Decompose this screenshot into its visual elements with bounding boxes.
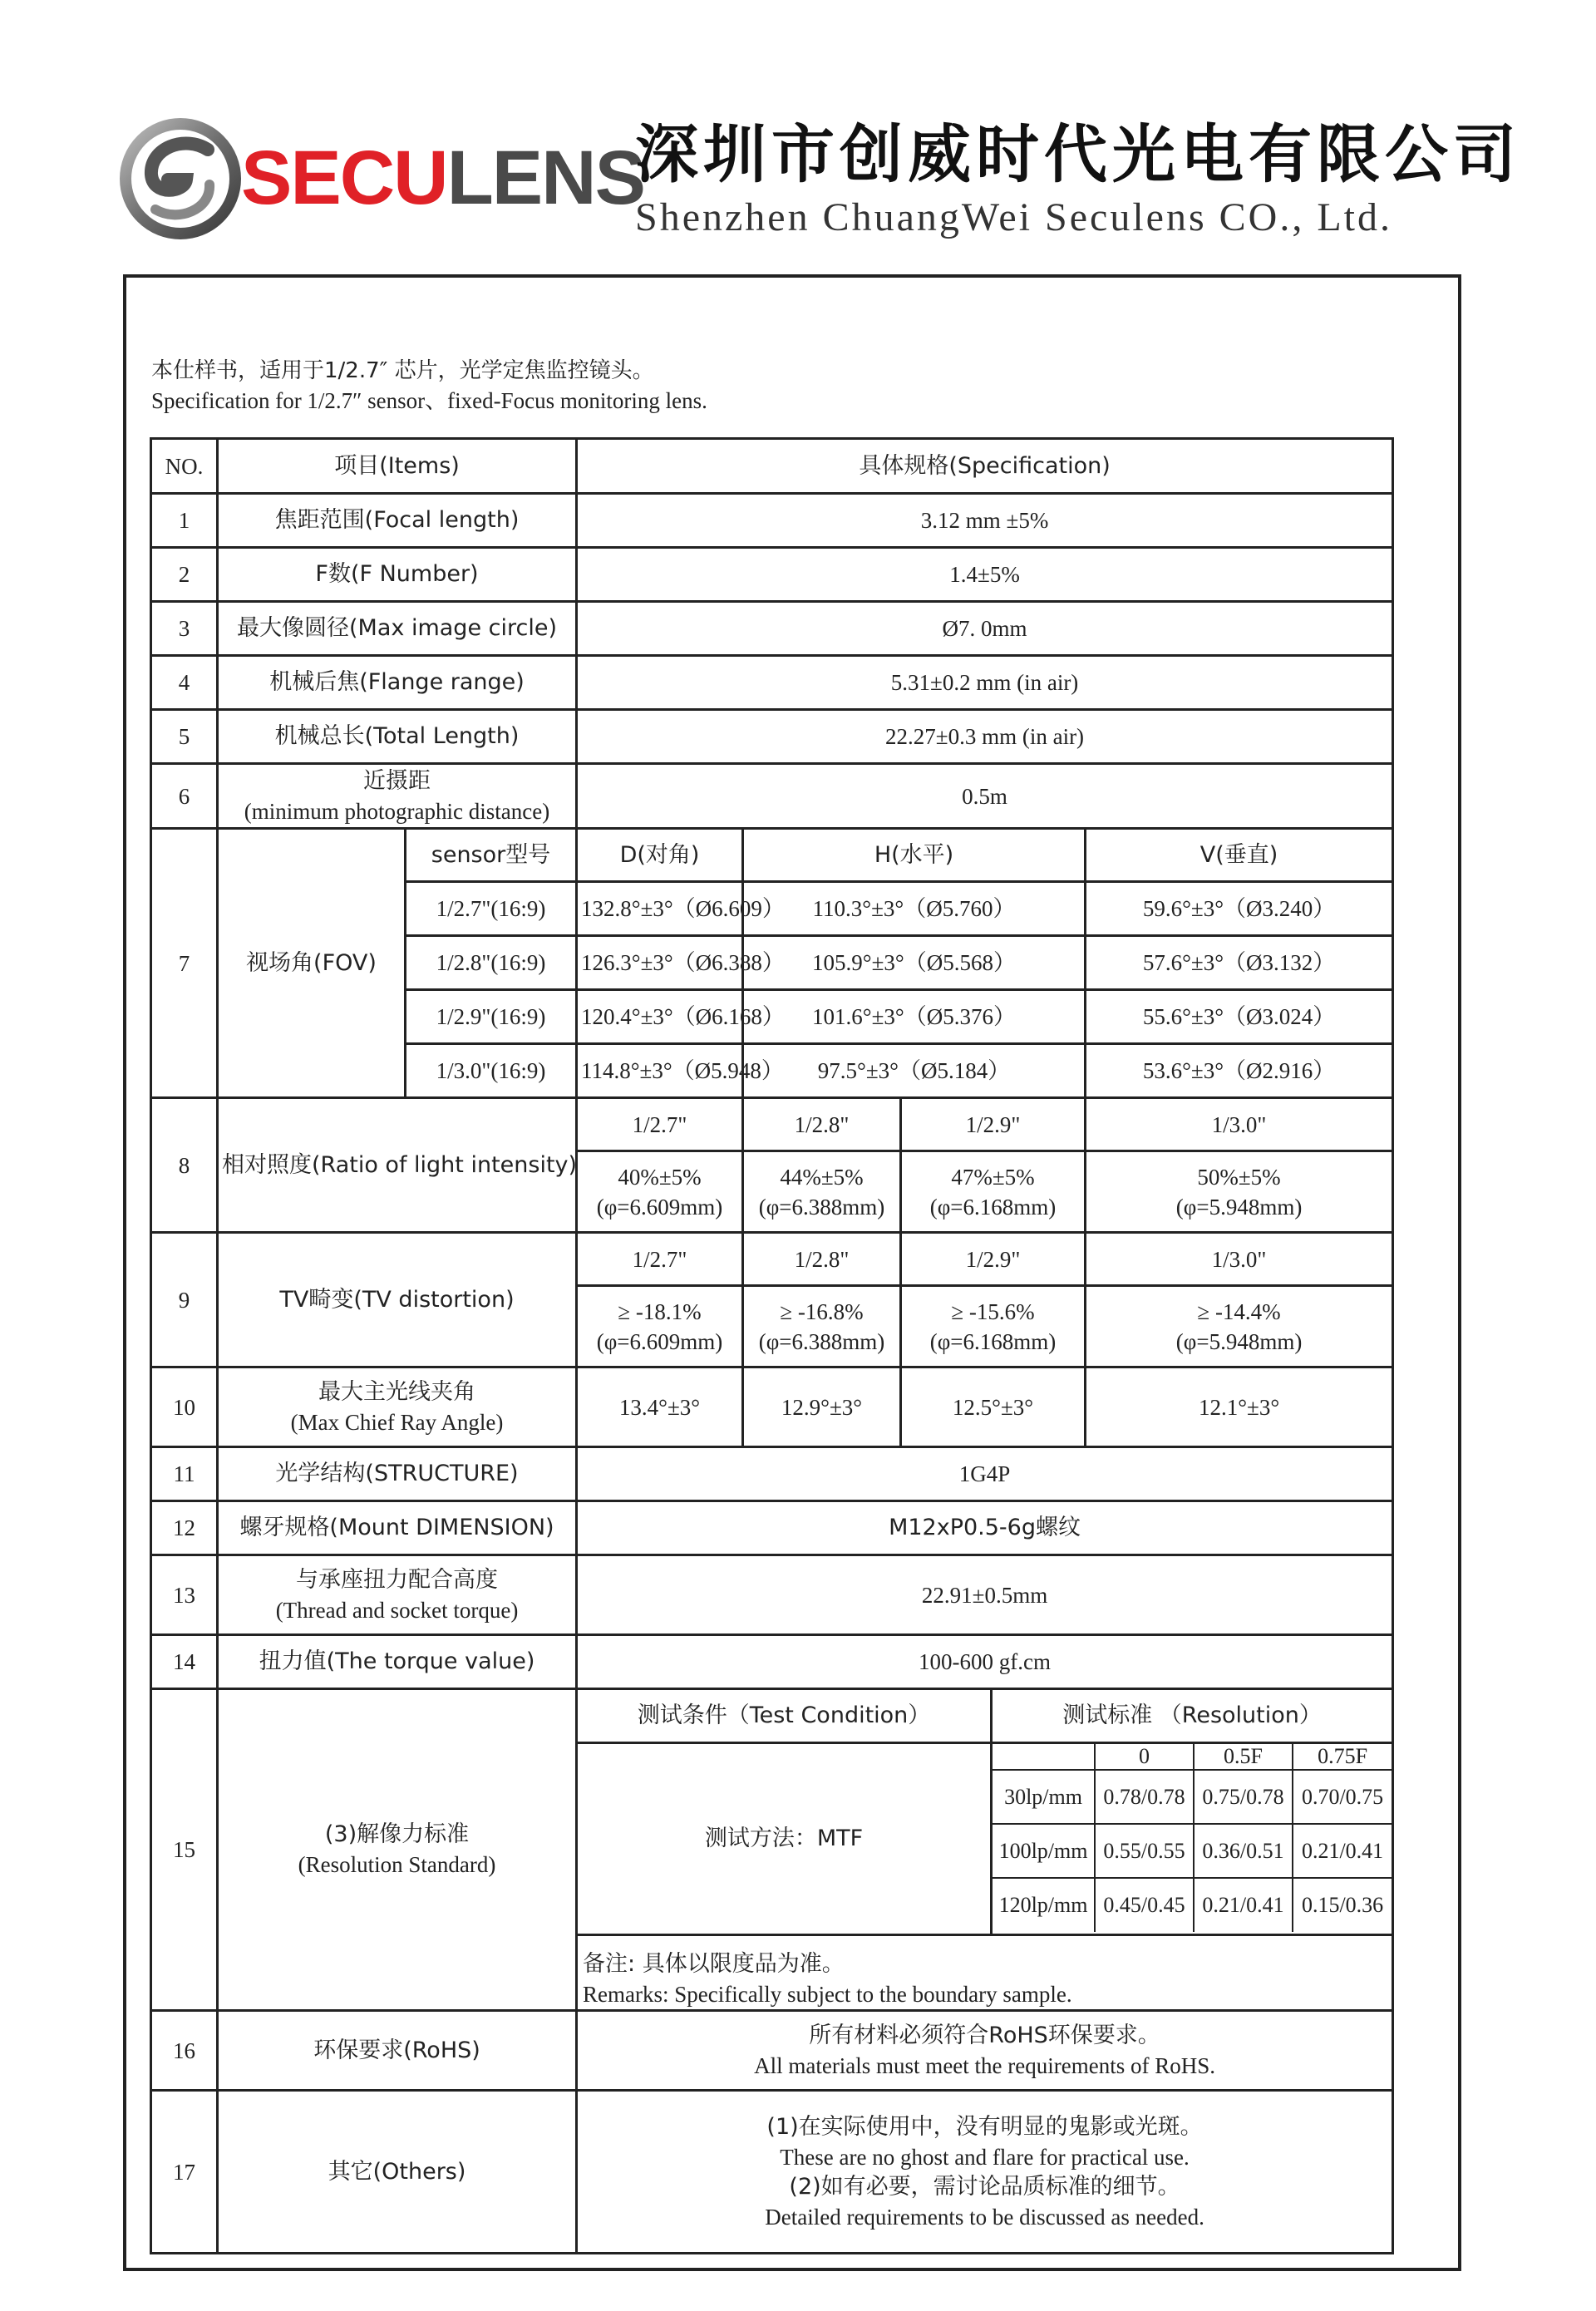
brand-part-secu: SECU bbox=[241, 136, 447, 220]
row-no: 1 bbox=[151, 494, 218, 548]
others-spec: (1)在实际使用中，没有明显的鬼影或光斑。 These are no ghost and flare for practical use. (2)如有必要，需讨论品质标准的细节。 Detailed requirements to be discussed as needed. bbox=[577, 2091, 1393, 2254]
remark-en: Remarks: Specifically subject to the boundary sample. bbox=[583, 1982, 1072, 2007]
distortion-value: ≥ -14.4% (φ=5.948mm) bbox=[1086, 1286, 1393, 1367]
mtf-freq: 100lp/mm bbox=[993, 1824, 1095, 1878]
light-value: 47%±5% (φ=6.168mm) bbox=[901, 1151, 1086, 1233]
distortion-value: ≥ -16.8% (φ=6.388mm) bbox=[743, 1286, 901, 1367]
fov-header-sensor: sensor型号 bbox=[406, 829, 577, 882]
cra-value: 13.4°±3° bbox=[577, 1367, 743, 1447]
resolution-standard-header: 测试标准 （Resolution） bbox=[1062, 1702, 1322, 1728]
header-no: NO. bbox=[151, 439, 218, 494]
row-spec: 1G4P bbox=[577, 1447, 1393, 1501]
mtf-value: 0.70/0.75 bbox=[1293, 1770, 1392, 1824]
light-item: 相对照度(Ratio of light intensity) bbox=[218, 1098, 577, 1233]
light-size: 1/2.7" bbox=[577, 1098, 743, 1151]
fov-no: 7 bbox=[151, 829, 218, 1098]
row-spec: 22.91±0.5mm bbox=[577, 1555, 1393, 1635]
intro-text bbox=[151, 356, 707, 416]
row-spec: 1.4±5% bbox=[577, 548, 1393, 602]
row-item-cn: 近摄距 bbox=[363, 767, 431, 794]
header-specification: 具体规格(Specification) bbox=[577, 439, 1393, 494]
row-item bbox=[218, 764, 577, 829]
field-05f: 0.5F bbox=[1194, 1744, 1293, 1770]
others-item: 其它(Others) bbox=[218, 2091, 577, 2254]
company-name-en: Shenzhen ChuangWei Seculens CO., Ltd. bbox=[635, 195, 1392, 239]
header-items: 项目(Items) bbox=[218, 439, 577, 494]
field-0: 0 bbox=[1095, 1744, 1194, 1770]
fov-d: 114.8°±3°（Ø5.948） bbox=[577, 1044, 743, 1098]
resolution-no: 15 bbox=[151, 1689, 218, 2011]
fov-v: 55.6°±3°（Ø3.024） bbox=[1086, 990, 1393, 1044]
fov-header-h: H(水平) bbox=[743, 829, 1086, 882]
table-row bbox=[151, 548, 1393, 602]
mtf-value: 0.36/0.51 bbox=[1194, 1824, 1293, 1878]
mtf-value: 0.55/0.55 bbox=[1095, 1824, 1194, 1878]
table-row bbox=[151, 1635, 1393, 1689]
rohs-spec: 所有材料必须符合RoHS环保要求。 All materials must meet the requirements of RoHS. bbox=[577, 2011, 1393, 2091]
fov-item: 视场角(FOV) bbox=[218, 829, 406, 1098]
distortion-size: 1/2.7" bbox=[577, 1233, 743, 1286]
light-size-row bbox=[151, 1098, 1393, 1151]
row-no: 4 bbox=[151, 656, 218, 710]
mtf-value: 0.21/0.41 bbox=[1293, 1824, 1392, 1878]
row-no: 5 bbox=[151, 710, 218, 764]
field-075f: 0.75F bbox=[1293, 1744, 1392, 1770]
table-row bbox=[151, 764, 1393, 829]
row-item: 焦距范围(Focal length) bbox=[218, 494, 577, 548]
row-no: 12 bbox=[151, 1501, 218, 1555]
mtf-freq: 120lp/mm bbox=[993, 1878, 1095, 1932]
distortion-size: 1/2.8" bbox=[743, 1233, 901, 1286]
row-no: 2 bbox=[151, 548, 218, 602]
test-method: 测试方法：MTF bbox=[578, 1744, 993, 1934]
mtf-row bbox=[993, 1824, 1392, 1878]
rohs-no: 16 bbox=[151, 2011, 218, 2091]
mtf-value: 0.75/0.78 bbox=[1194, 1770, 1293, 1824]
seculens-logo-icon bbox=[118, 116, 243, 241]
row-no: 13 bbox=[151, 1555, 218, 1635]
mtf-freq: 30lp/mm bbox=[993, 1770, 1095, 1824]
fov-v: 53.6°±3°（Ø2.916） bbox=[1086, 1044, 1393, 1098]
table-row bbox=[151, 1501, 1393, 1555]
brand-wordmark bbox=[241, 136, 644, 220]
fov-v: 59.6°±3°（Ø3.240） bbox=[1086, 882, 1393, 936]
resolution-item: (3)解像力标准 (Resolution Standard) bbox=[218, 1689, 577, 2011]
fov-sensor: 1/2.8"(16:9) bbox=[406, 936, 577, 990]
resolution-row bbox=[151, 1689, 1393, 2011]
row-no: 14 bbox=[151, 1635, 218, 1689]
table-row bbox=[151, 494, 1393, 548]
row-item: 机械总长(Total Length) bbox=[218, 710, 577, 764]
fov-h: 110.3°±3°（Ø5.760） bbox=[743, 882, 1086, 936]
mtf-value: 0.15/0.36 bbox=[1293, 1878, 1392, 1932]
row-item: 与承座扭力配合高度 (Thread and socket torque) bbox=[218, 1555, 577, 1635]
fov-sensor: 1/2.9"(16:9) bbox=[406, 990, 577, 1044]
row-no: 11 bbox=[151, 1447, 218, 1501]
fov-h: 101.6°±3°（Ø5.376） bbox=[743, 990, 1086, 1044]
row-spec: 100-600 gf.cm bbox=[577, 1635, 1393, 1689]
resolution-remark bbox=[578, 1936, 1392, 2009]
distortion-value: ≥ -18.1% (φ=6.609mm) bbox=[577, 1286, 743, 1367]
row-no: 3 bbox=[151, 602, 218, 656]
specification-table bbox=[150, 437, 1394, 2254]
resolution-spec bbox=[577, 1689, 1393, 2011]
distortion-item: TV畸变(TV distortion) bbox=[218, 1233, 577, 1367]
fov-sensor: 1/2.7"(16:9) bbox=[406, 882, 577, 936]
fov-h: 105.9°±3°（Ø5.568） bbox=[743, 936, 1086, 990]
rohs-item: 环保要求(RoHS) bbox=[218, 2011, 577, 2091]
fov-v: 57.6°±3°（Ø3.132） bbox=[1086, 936, 1393, 990]
mtf-row bbox=[993, 1878, 1392, 1932]
distortion-size-row bbox=[151, 1233, 1393, 1286]
remark-cn: 备注: 具体以限度品为准。 bbox=[583, 1951, 845, 1977]
others-row bbox=[151, 2091, 1393, 2254]
intro-line-cn: 本仕样书，适用于1/2.7″ 芯片，光学定焦监控镜头。 bbox=[151, 358, 654, 383]
row-spec: Ø7. 0mm bbox=[577, 602, 1393, 656]
row-spec: 5.31±0.2 mm (in air) bbox=[577, 656, 1393, 710]
light-value: 44%±5% (φ=6.388mm) bbox=[743, 1151, 901, 1233]
table-row bbox=[151, 710, 1393, 764]
cra-value: 12.9°±3° bbox=[743, 1367, 901, 1447]
row-item: 最大像圆径(Max image circle) bbox=[218, 602, 577, 656]
light-value: 50%±5% (φ=5.948mm) bbox=[1086, 1151, 1393, 1233]
row-item: 光学结构(STRUCTURE) bbox=[218, 1447, 577, 1501]
row-spec: M12xP0.5-6g螺纹 bbox=[577, 1501, 1393, 1555]
distortion-value: ≥ -15.6% (φ=6.168mm) bbox=[901, 1286, 1086, 1367]
others-no: 17 bbox=[151, 2091, 218, 2254]
cra-no: 10 bbox=[151, 1367, 218, 1447]
cra-row bbox=[151, 1367, 1393, 1447]
light-no: 8 bbox=[151, 1098, 218, 1233]
row-spec: 22.27±0.3 mm (in air) bbox=[577, 710, 1393, 764]
cra-value: 12.1°±3° bbox=[1086, 1367, 1393, 1447]
distortion-size: 1/3.0" bbox=[1086, 1233, 1393, 1286]
fov-h: 97.5°±3°（Ø5.184） bbox=[743, 1044, 1086, 1098]
row-item-en: (minimum photographic distance) bbox=[244, 798, 550, 824]
mtf-row bbox=[993, 1770, 1392, 1824]
row-item: 螺牙规格(Mount DIMENSION) bbox=[218, 1501, 577, 1555]
cra-value: 12.5°±3° bbox=[901, 1367, 1086, 1447]
row-item: 机械后焦(Flange range) bbox=[218, 656, 577, 710]
brand-part-lens: LENS bbox=[446, 136, 644, 220]
table-header-row bbox=[151, 439, 1393, 494]
row-spec: 3.12 mm ±5% bbox=[577, 494, 1393, 548]
row-item: 扭力值(The torque value) bbox=[218, 1635, 577, 1689]
row-spec: 0.5m bbox=[577, 764, 1393, 829]
fov-sensor: 1/3.0"(16:9) bbox=[406, 1044, 577, 1098]
fov-header-d: D(对角) bbox=[577, 829, 743, 882]
row-no: 6 bbox=[151, 764, 218, 829]
fov-header-v: V(垂直) bbox=[1086, 829, 1393, 882]
distortion-no: 9 bbox=[151, 1233, 218, 1367]
row-item: F数(F Number) bbox=[218, 548, 577, 602]
table-row bbox=[151, 656, 1393, 710]
fov-header-row bbox=[151, 829, 1393, 882]
cra-item: 最大主光线夹角 (Max Chief Ray Angle) bbox=[218, 1367, 577, 1447]
mtf-value: 0.78/0.78 bbox=[1095, 1770, 1194, 1824]
distortion-size: 1/2.9" bbox=[901, 1233, 1086, 1286]
light-size: 1/3.0" bbox=[1086, 1098, 1393, 1151]
test-condition-header: 测试条件（Test Condition） bbox=[578, 1690, 993, 1742]
intro-line-en: Specification for 1/2.7″ sensor、fixed-Focus monitoring lens. bbox=[151, 388, 707, 413]
light-size: 1/2.8" bbox=[743, 1098, 901, 1151]
mtf-value: 0.21/0.41 bbox=[1194, 1878, 1293, 1932]
table-row bbox=[151, 602, 1393, 656]
company-name-cn: 深圳市创威时代光电有限公司 bbox=[635, 117, 1521, 191]
table-row bbox=[151, 1447, 1393, 1501]
fov-d: 120.4°±3°（Ø6.168） bbox=[577, 990, 743, 1044]
fov-d: 126.3°±3°（Ø6.388） bbox=[577, 936, 743, 990]
table-row bbox=[151, 1555, 1393, 1635]
mtf-table bbox=[993, 1744, 1392, 1932]
mtf-value: 0.45/0.45 bbox=[1095, 1878, 1194, 1932]
fov-d: 132.8°±3°（Ø6.609） bbox=[577, 882, 743, 936]
light-value: 40%±5% (φ=6.609mm) bbox=[577, 1151, 743, 1233]
rohs-row bbox=[151, 2011, 1393, 2091]
light-size: 1/2.9" bbox=[901, 1098, 1086, 1151]
